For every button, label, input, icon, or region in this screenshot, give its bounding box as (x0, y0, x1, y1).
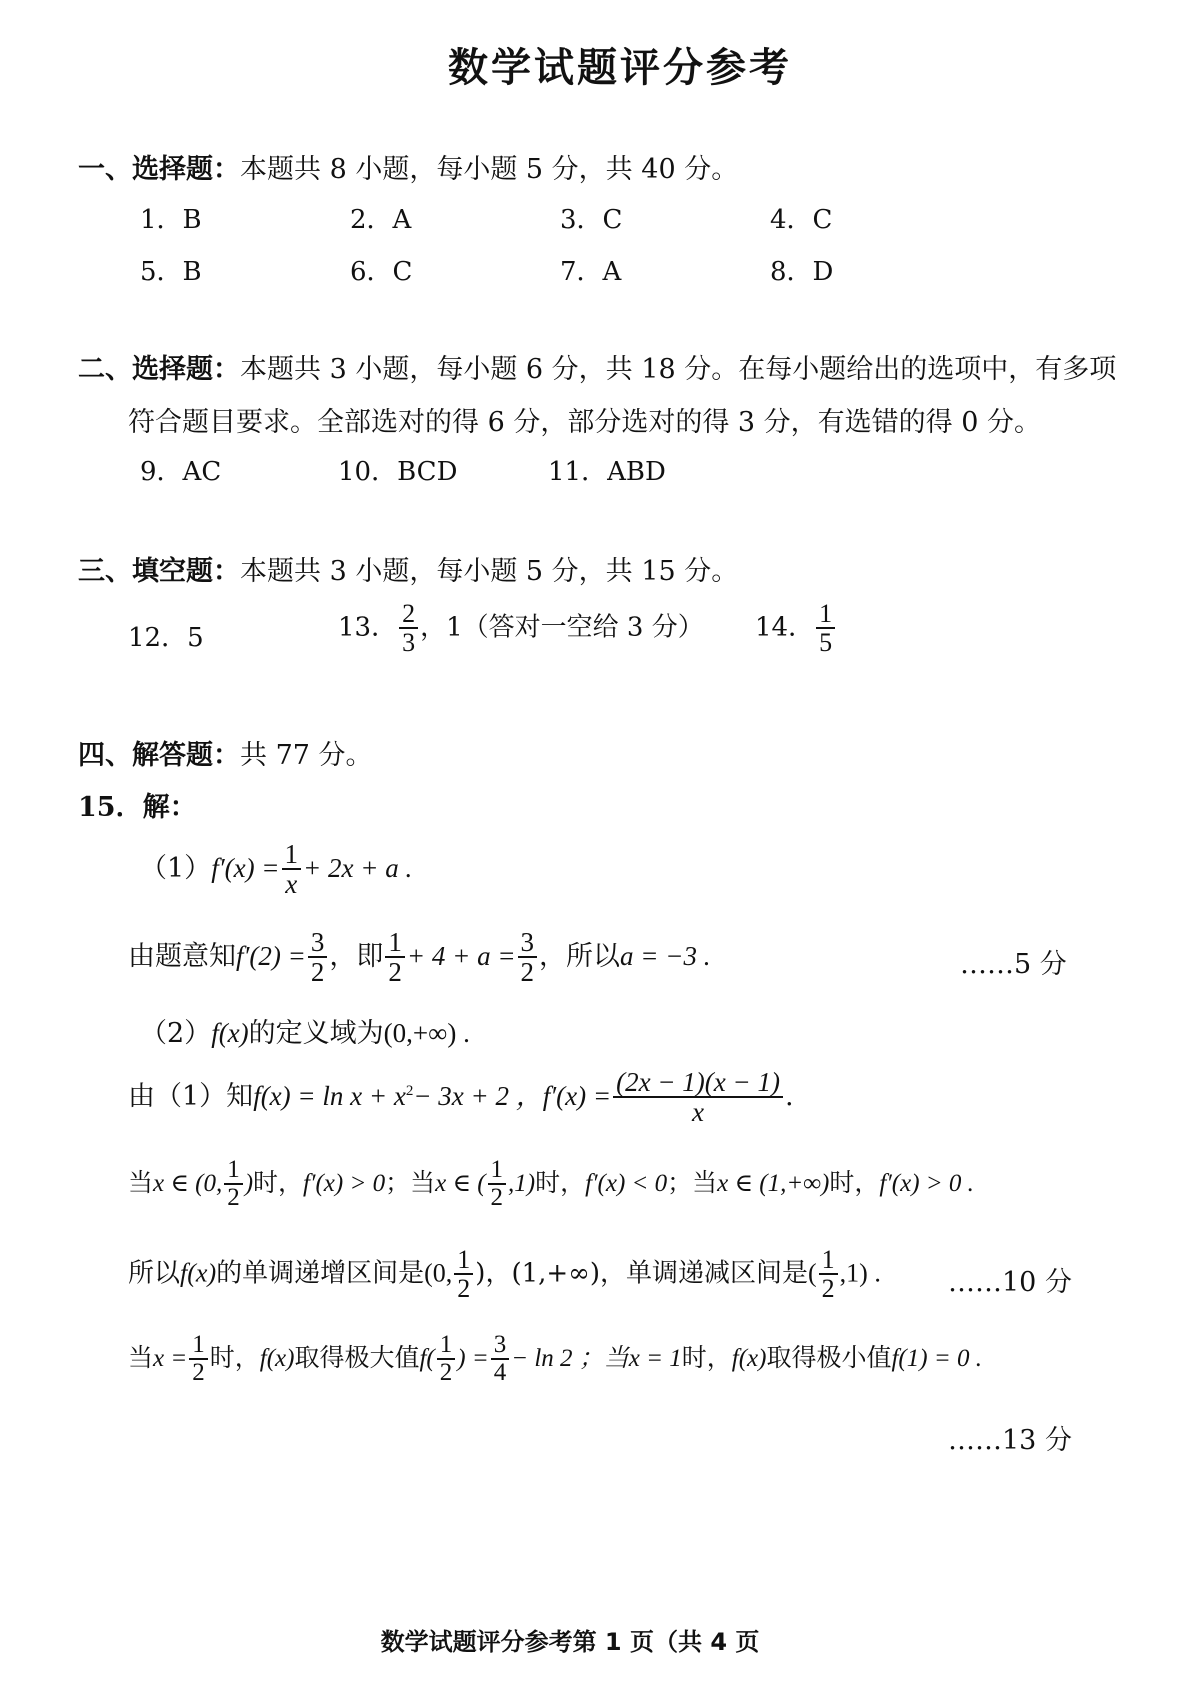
part-2-domain: （2）f(x)的定义域为(0,+∞) . (140, 1018, 470, 1049)
answer-item: 11．ABD (548, 457, 666, 487)
answer-item-14 (755, 600, 837, 657)
section-1-desc: 本题共 8 小题，每小题 5 分，共 40 分。 (240, 154, 739, 185)
answer-item: 4．C (770, 205, 833, 235)
page-title: 数学试题评分参考 (448, 45, 792, 91)
section-4-heading (78, 733, 373, 772)
answer-item: 5．B (140, 257, 202, 287)
answer-item: 2．A (350, 205, 412, 235)
part-2-extrema: 当x = $\frac{1}{2}$ 时，f(x)取得极大值f( $\frac{1}{2}$ ) = $\frac{3}{4}$ − ln 2 ；当x = 1时，f(x)取得极小值f(1) = 0 . (128, 1331, 982, 1387)
answer-item: 7．A (560, 257, 622, 287)
answer-item: 3．C (560, 205, 623, 235)
answer-item-13 (338, 600, 704, 657)
question-15-label: 15．解： (78, 792, 197, 823)
section-1-title: 一、选择题： (78, 154, 240, 185)
section-2-desc: 本题共 3 小题，每小题 6 分，共 18 分。在每小题给出的选项中，有多项 (240, 354, 1117, 385)
part-1-derivative: （1）f′(x) = $\frac{1}{x}$ + 2x + a . (140, 839, 413, 900)
score-marker: ……13 分 (948, 1425, 1072, 1456)
part-2-sign-analysis: 当x ∈ (0, $\frac{1}{2}$ )时，f′(x) > 0；当x ∈ ( $\frac{1}{2}$ ,1)时，f′(x) < 0；当x ∈ (1,+∞)时，f′(x) > 0 . (128, 1156, 974, 1212)
section-3-desc: 本题共 3 小题，每小题 5 分，共 15 分。 (240, 556, 739, 587)
page-footer: 数学试题评分参考第 1 页（共 4 页 (380, 1628, 760, 1656)
section-1-heading (78, 147, 738, 186)
answer-note: ，1（答对一空给 3 分） (420, 612, 704, 643)
answer-label: 13． (338, 612, 398, 643)
score-marker: ……5 分 (960, 949, 1067, 980)
answer-item: 9．AC (140, 457, 222, 487)
section-2-desc-line2: 符合题目要求。全部选对的得 6 分，部分选对的得 3 分，有选错的得 0 分。 (128, 407, 1042, 438)
fraction: $\frac{2}{3}$ (399, 600, 418, 657)
answer-label: 14． (755, 612, 815, 643)
answer-item: 1．B (140, 205, 202, 235)
part-2-function: 由（1）知$f(x) = \ln x + x^2- 3x + 2$ ，f′(x) = $\frac{(2x - 1)(x - 1)}{x}$ . (128, 1067, 794, 1128)
section-2-title: 二、选择题： (78, 354, 240, 385)
answer-item: 10．BCD (338, 457, 458, 487)
answer-item: 12．5 (128, 623, 204, 653)
part-2-monotonic-intervals: 所以f(x)的单调递增区间是(0, $\frac{1}{2}$ )，(1,+∞)，单调递减区间是( $\frac{1}{2}$ ,1) . (128, 1245, 881, 1304)
score-marker: ……10 分 (948, 1267, 1072, 1298)
answer-item: 6．C (350, 257, 413, 287)
fraction: $\frac{1}{5}$ (816, 600, 835, 657)
section-3-title: 三、填空题： (78, 556, 240, 587)
section-2-heading (78, 347, 1116, 386)
section-3-heading (78, 549, 738, 588)
section-4-desc: 共 77 分。 (240, 740, 373, 771)
section-4-title: 四、解答题： (78, 740, 240, 771)
part-1-solve-a: 由题意知f′(2) = $\frac{3}{2}$ ，即 $\frac{1}{2}$ + 4 + a = $\frac{3}{2}$ ，所以a = −3 . (128, 927, 711, 988)
answer-item: 8．D (770, 257, 834, 287)
